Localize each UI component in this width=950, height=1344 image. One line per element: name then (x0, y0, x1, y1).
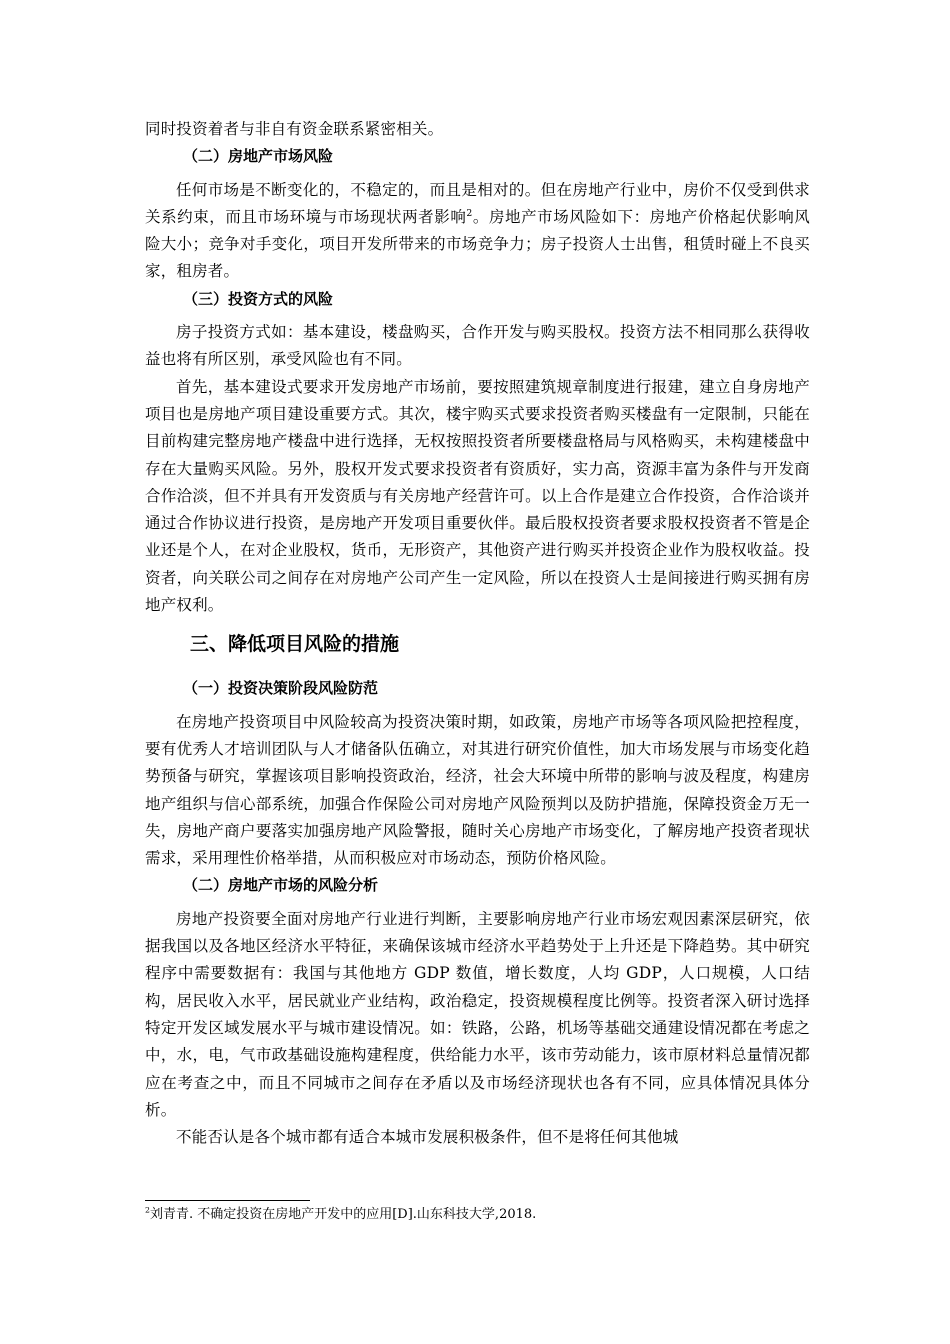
paragraph-method-details: 首先，基本建设式要求开发房地产市场前，要按照建筑规章制度进行报建，建立自身房地产项目也是房地产项目建设重要方式。其次，楼宇购买式要求投资者购买楼盘有一定限制，只能在目前构建完整房地产楼盘中进行选择，无权按照投资者所要楼盘格局与风格购买，未构建楼盘中存在大量购买风险。另外，股权开发式要求投资者有资质好，实力高，资源丰富为条件与开发商合作洽淡，但不并具有开发资质与有关房地产经营许可。以上合作是建立合作投资，合作洽谈并通过合作协议进行投资，是房地产开发项目重要伙伴。最后股权投资者要求股权投资者不管是企业还是个人，在对企业股权，货币，无形资产，其他资产进行购买并投资企业作为股权收益。投资者，向关联公司之间存在对房地产公司产生一定风险，所以在投资人士是间接进行购买拥有房地产权利。 (145, 377, 810, 615)
paragraph-text: 。房地产市场风险如下：房地产价格起伏影响风险大小；竞争对手变化，项目开发所带来的市场竞争力；房子投资人士出售，租赁时碰上不良买家，租房者。 (145, 207, 810, 281)
paragraph-decision-stage: 在房地产投资项目中风险较高为投资决策时期，如政策，房地产市场等各项风险把控程度，要有优秀人才培训团队与人才储备队伍确立，对其进行研究价值性，加大市场发展与市场变化趋势预备与研究，掌握该项目影响投资政治，经济，社会大环境中所带的影响与波及程度，构建房地产组织与信心部系统，加强合作保险公司对房地产风险预判以及防护措施，保障投资金万无一失，房地产商户要落实加强房地产风险警报，随时关心房地产市场变化，了解房地产投资者现状需求，采用理性价格举措，从而积极应对市场动态，预防价格风险。 (145, 712, 810, 868)
paragraph-market-analysis: 房地产投资要全面对房地产行业进行判断，主要影响房地产行业市场宏观因素深层研究，依据我国以及各地区经济水平特征，来确保该城市经济水平趋势处于上升还是下降趋势。其中研究程序中需要数据有：我国与其他地方 GDP 数值，增长数度，人均 GDP，人口规模，人口结构，居民收入水平，居民就业产业结构，政治稳定，投资规模程度比例等。投资者深入研讨选择特定开发区域发展水平与城市建设情况。如：铁路，公路，机场等基础交通建设情况都在考虑之中，水，电，气市政基础设施构建程度，供给能力水平，该市劳动能力，该市原材料总量情况都应在考查之中，而且不同城市之间存在矛盾以及市场经济现状也各有不同，应具体情况具体分析。 (145, 909, 810, 1119)
footnote-reference: 2 (466, 207, 473, 219)
paragraph-market-risk (145, 177, 810, 286)
footnote-divider (145, 1200, 310, 1201)
subheading-market-analysis: （二）房地产市场的风险分析 (183, 876, 379, 895)
footnote (145, 1206, 536, 1224)
paragraph-text: 任何市场是不断变化的，不稳定的，而且是相对的。但在房地产行业中，房价不仅受到供求关系约束，而且市场环境与市场现状两者影响 (145, 180, 810, 226)
paragraph-investment-methods: 房子投资方式如：基本建设，楼盘购买，合作开发与购买股权。投资方法不相同那么获得收益也将有所区别，承受风险也有不同。 (145, 323, 810, 369)
subheading-market-risk: （二）房地产市场风险 (183, 147, 334, 166)
footnote-text: 刘青青. 不确定投资在房地产开发中的应用[D].山东科技大学,2018. (149, 1207, 537, 1222)
subheading-investment-method-risk: （三）投资方式的风险 (183, 289, 334, 308)
paragraph-city-conditions: 不能否认是各个城市都有适合本城市发展积极条件，但不是将任何其他城 (176, 1128, 679, 1147)
paragraph-continuation: 同时投资着者与非自有资金联系紧密相关。 (145, 120, 444, 138)
footnote-marker: 2 (145, 1205, 150, 1215)
subheading-decision-stage: （一）投资决策阶段风险防范 (183, 679, 379, 698)
section-heading-risk-measures: 三、降低项目风险的措施 (190, 633, 400, 656)
page-body (145, 116, 810, 1151)
